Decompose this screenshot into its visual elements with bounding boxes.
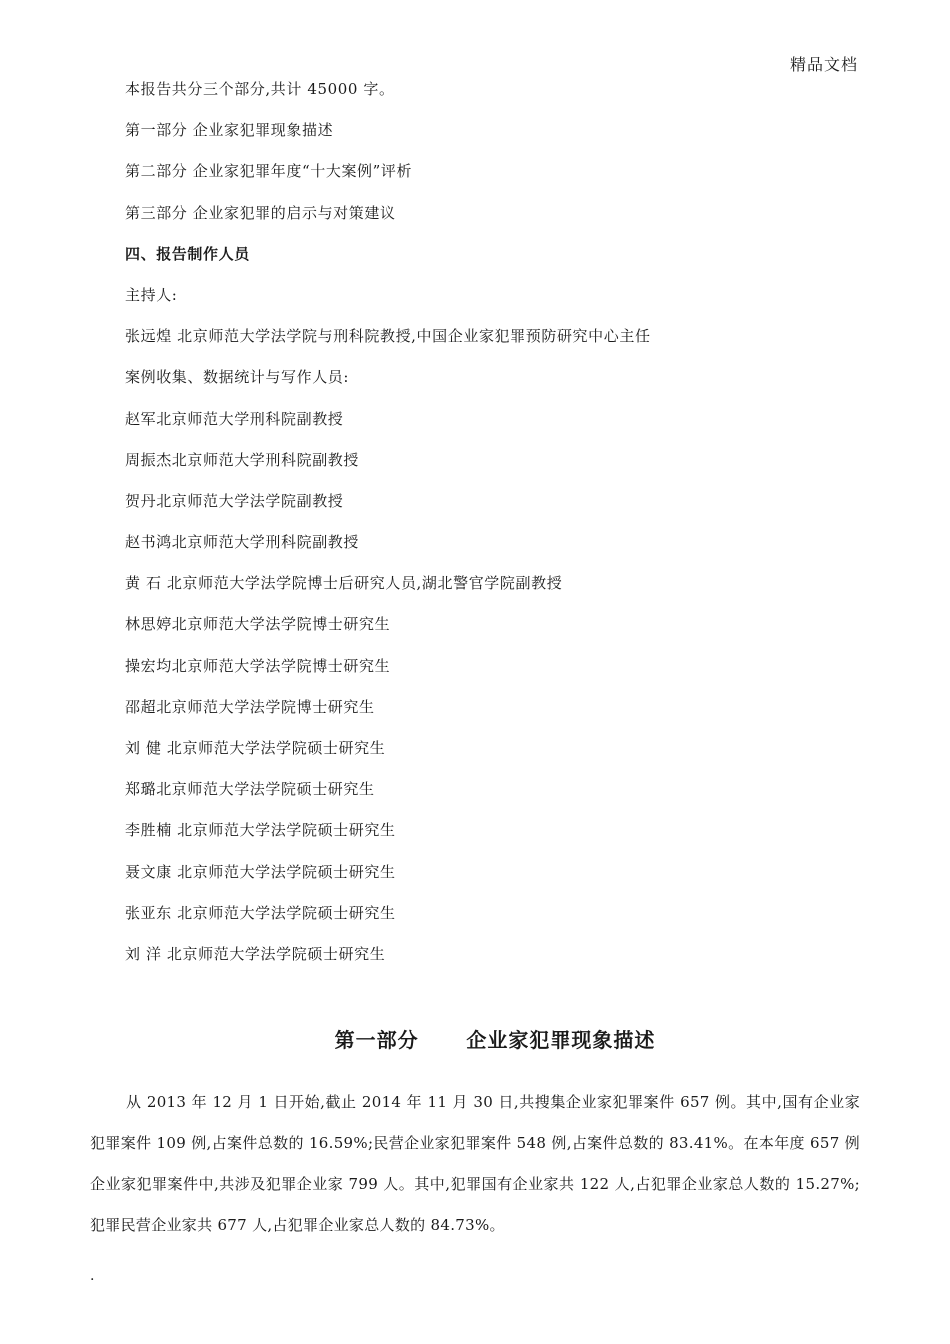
staff-line: 聂文康 北京师范大学法学院硕士研究生	[125, 862, 396, 881]
staff-line: 李胜楠 北京师范大学法学院硕士研究生	[125, 821, 396, 840]
staff-line: 郑璐北京师范大学法学院硕士研究生	[125, 780, 375, 799]
section-title: 第一部分 企业家犯罪现象描述	[334, 1028, 656, 1052]
body-line: 第一部分 企业家犯罪现象描述	[125, 121, 334, 140]
staff-line: 黄 石 北京师范大学法学院博士后研究人员,湖北警官学院副教授	[125, 574, 563, 593]
staff-line: 操宏均北京师范大学法学院博士研究生	[125, 656, 391, 675]
body-line: 第二部分 企业家犯罪年度“十大案例”评析	[125, 162, 413, 181]
staff-line: 邵超北京师范大学法学院博士研究生	[125, 697, 375, 716]
staff-line: 刘 健 北京师范大学法学院硕士研究生	[125, 739, 386, 757]
body-line: 案例收集、数据统计与写作人员:	[125, 368, 350, 387]
body-line: 本报告共分三个部分,共计 45000 字。	[125, 80, 395, 98]
subsection-heading: 四、报告制作人员	[125, 244, 250, 263]
staff-line: 周振杰北京师范大学刑科院副教授	[125, 450, 360, 469]
staff-line: 贺丹北京师范大学法学院副教授	[125, 491, 344, 510]
body-lines	[125, 78, 885, 984]
body-line: 张远煌 北京师范大学法学院与刑科院教授,中国企业家犯罪预防研究中心主任	[125, 327, 651, 346]
body-line: 第三部分 企业家犯罪的启示与对策建议	[125, 203, 396, 222]
staff-line: 刘 洋 北京师范大学法学院硕士研究生	[125, 944, 386, 963]
staff-line: 赵军北京师范大学刑科院副教授	[125, 409, 344, 428]
body-line: 主持人:	[125, 285, 178, 304]
staff-line: 林思婷北京师范大学法学院博士研究生	[125, 615, 391, 634]
staff-line: 赵书鸿北京师范大学刑科院副教授	[125, 533, 360, 552]
staff-line: 张亚东 北京师范大学法学院硕士研究生	[125, 903, 396, 922]
header-mark: 精品文档	[789, 55, 858, 74]
footer-dot: .	[90, 1268, 95, 1284]
section-paragraph: 从 2013 年 12 月 1 日开始,截止 2014 年 11 月 30 日,共搜集企业家犯罪案件 657 例。其中,国有企业家犯罪案件 109 例,占案件总数的 16.59%;民营企业家犯罪案件 548 例,占案件总数的 83.41%。在本年度 657 例企业家犯罪案件中,共涉及犯罪企业家 799 人。其中,犯罪国有企业家共 122 人,占犯罪企业家总人数的 15.27%;犯罪民营企业家共 677 人,占犯罪企业家总人数的 84.73%。	[90, 1093, 860, 1234]
